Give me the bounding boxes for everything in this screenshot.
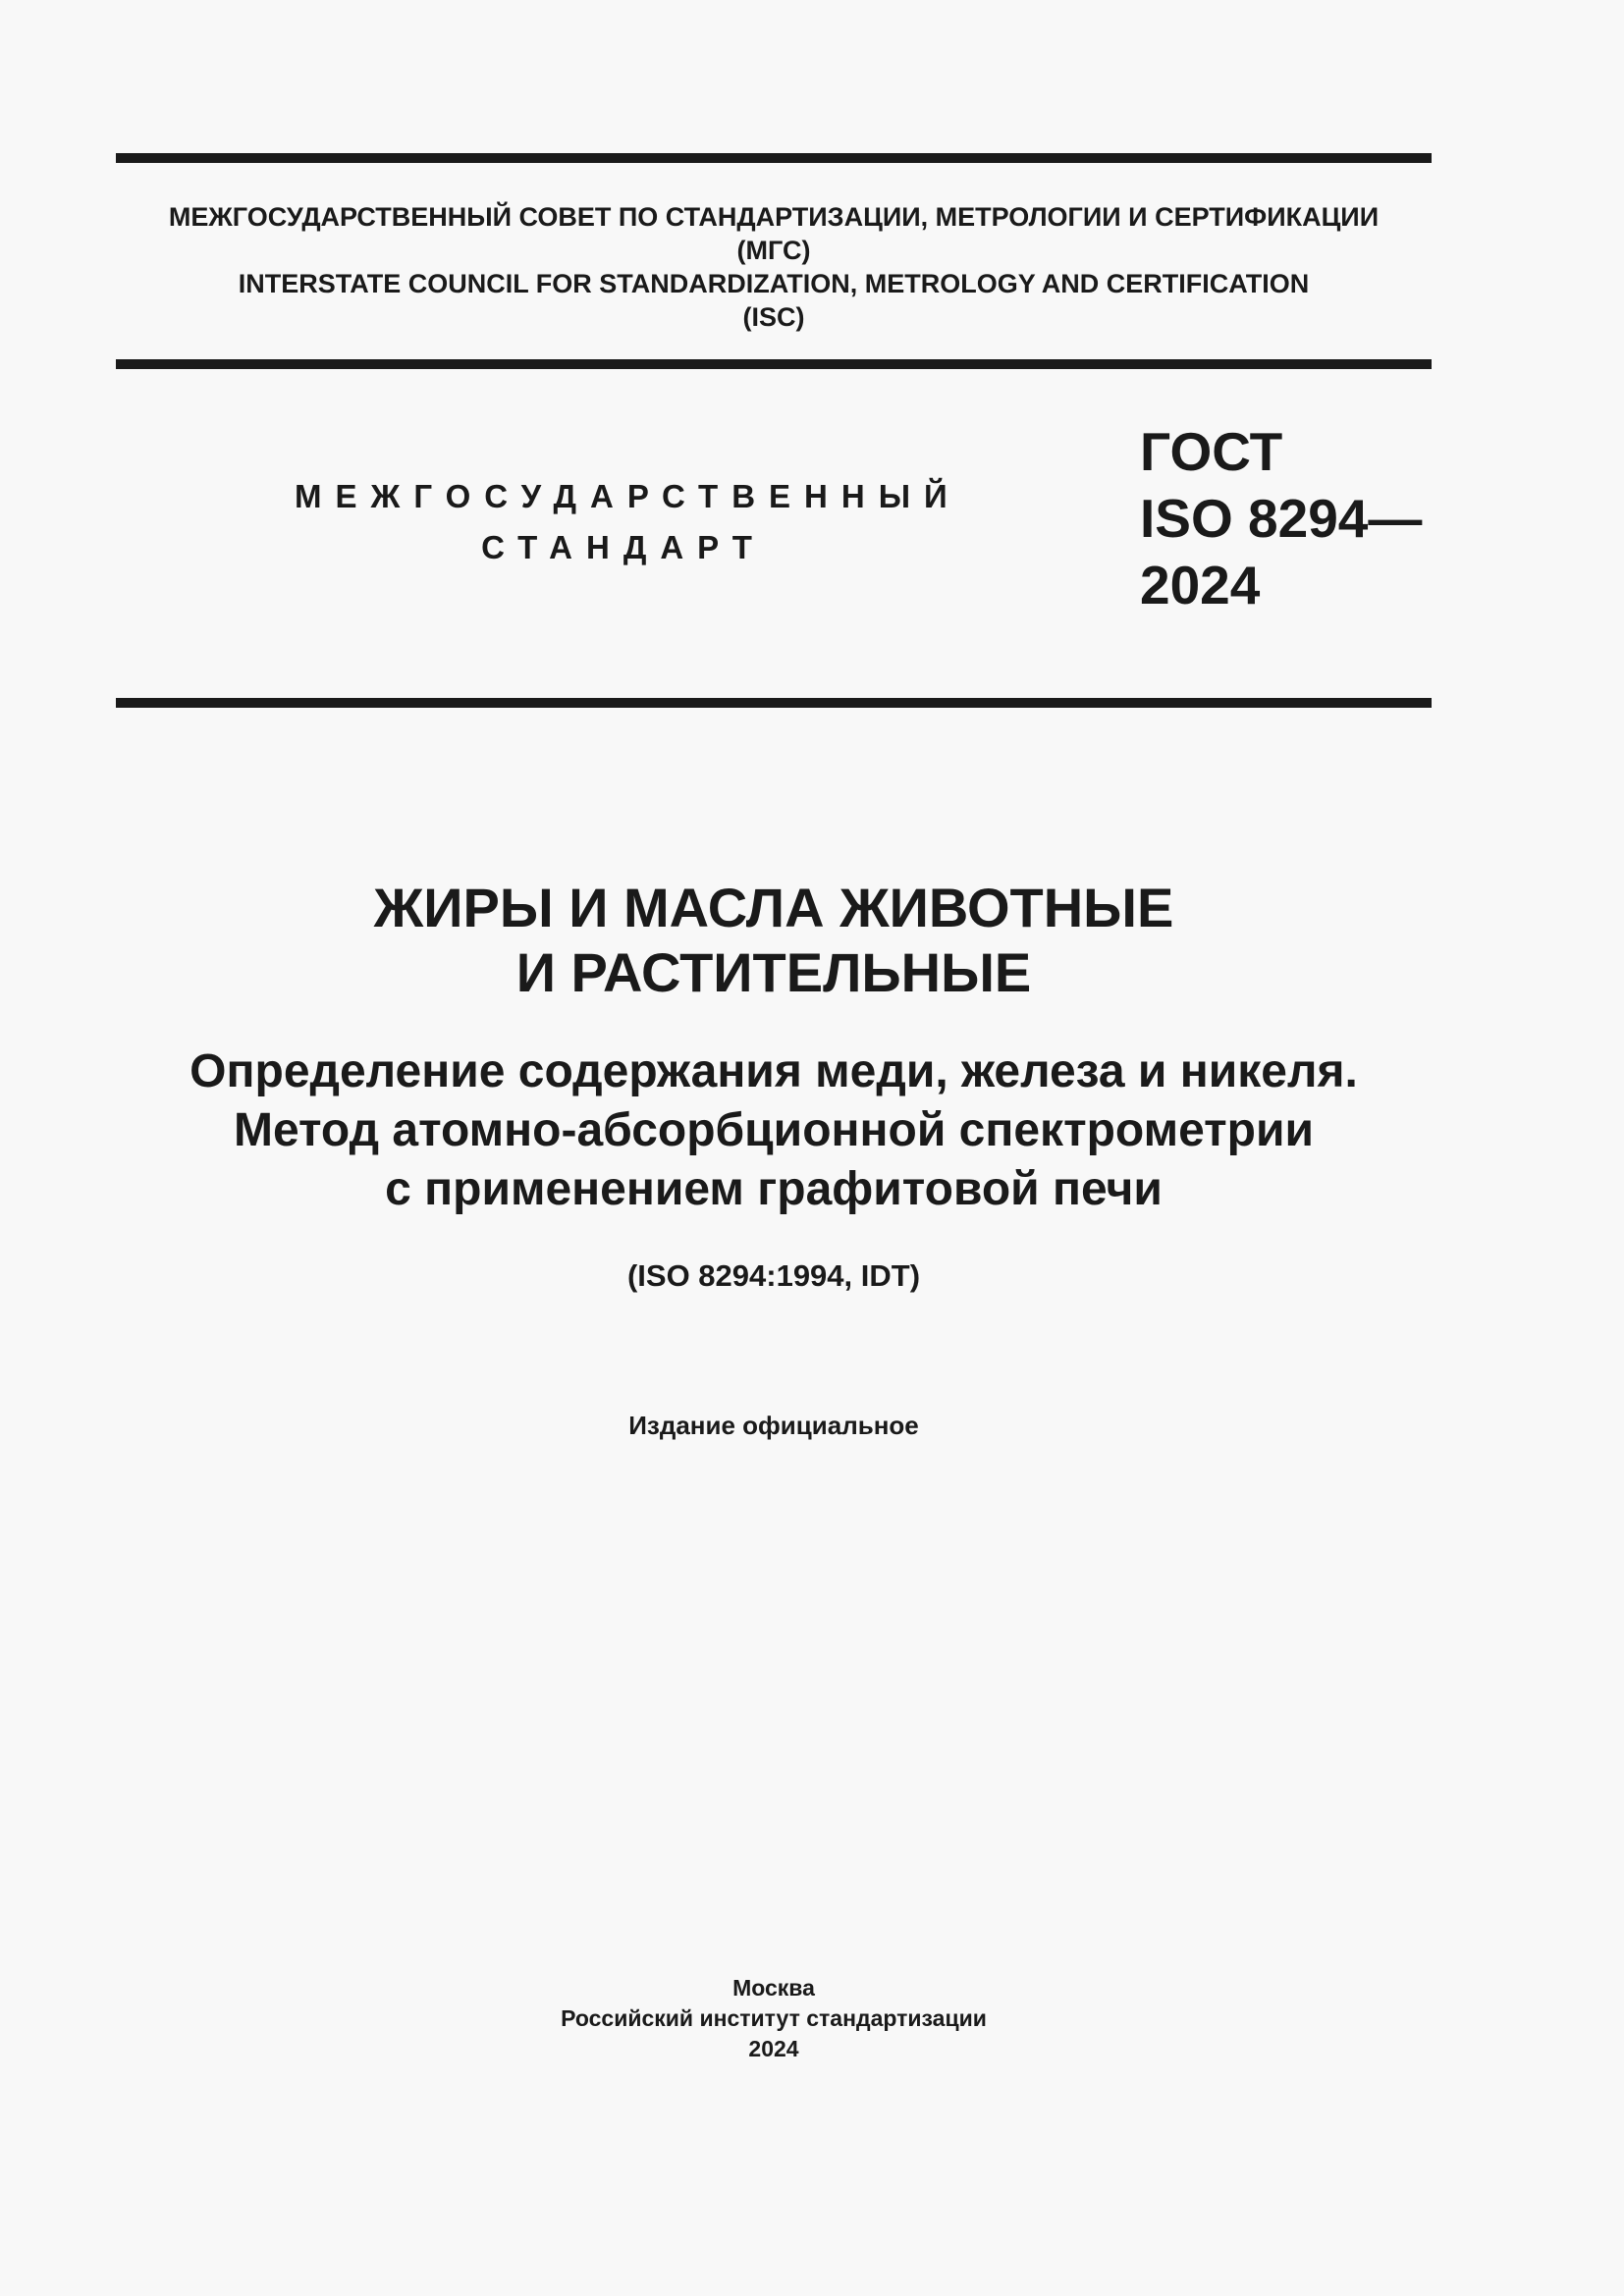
document-subtitle bbox=[116, 1042, 1432, 1219]
imprint-publisher: Российский институт стандартизации bbox=[561, 2005, 987, 2031]
document-title bbox=[116, 876, 1432, 1005]
designation-line2: ISO 8294— bbox=[1140, 488, 1423, 549]
standard-kind-line1: МЕЖГОСУДАРСТВЕННЫЙ bbox=[295, 478, 961, 514]
imprint-city: Москва bbox=[732, 1975, 815, 2001]
top-rule bbox=[116, 153, 1432, 163]
title-line1: ЖИРЫ И МАСЛА ЖИВОТНЫЕ bbox=[373, 877, 1174, 938]
council-name-en: INTERSTATE COUNCIL FOR STANDARDIZATION, METROLOGY AND CERTIFICATION bbox=[238, 269, 1310, 298]
imprint bbox=[116, 1973, 1432, 2064]
title-line2: И РАСТИТЕЛЬНЫЕ bbox=[515, 941, 1032, 1003]
standard-kind-line2: СТАНДАРТ bbox=[481, 529, 766, 565]
standard-designation bbox=[1140, 418, 1422, 618]
subtitle-line3: с применением графитовой печи bbox=[385, 1163, 1163, 1215]
iso-reference: (ISO 8294:1994, IDT) bbox=[626, 1258, 921, 1293]
designation-line3: 2024 bbox=[1140, 555, 1261, 615]
edition-label: Издание официальное bbox=[628, 1411, 919, 1440]
council-name-ru: МЕЖГОСУДАРСТВЕННЫЙ СОВЕТ ПО СТАНДАРТИЗАЦИИ, МЕТРОЛОГИИ И СЕРТИФИКАЦИИ bbox=[168, 202, 1380, 232]
council-abbr-ru: (МГС) bbox=[736, 236, 811, 265]
subtitle-line2: Метод атомно-абсорбционной спектрометрии bbox=[234, 1104, 1314, 1156]
lower-rule bbox=[116, 698, 1432, 708]
designation-line1: ГОСТ bbox=[1140, 421, 1283, 482]
middle-rule bbox=[116, 359, 1432, 369]
standard-kind bbox=[295, 471, 961, 573]
council-abbr-en: (ISC) bbox=[742, 302, 805, 332]
imprint-year: 2024 bbox=[748, 2036, 799, 2061]
council-header bbox=[116, 200, 1432, 334]
subtitle-line1: Определение содержания меди, железа и никеля. bbox=[189, 1045, 1358, 1097]
